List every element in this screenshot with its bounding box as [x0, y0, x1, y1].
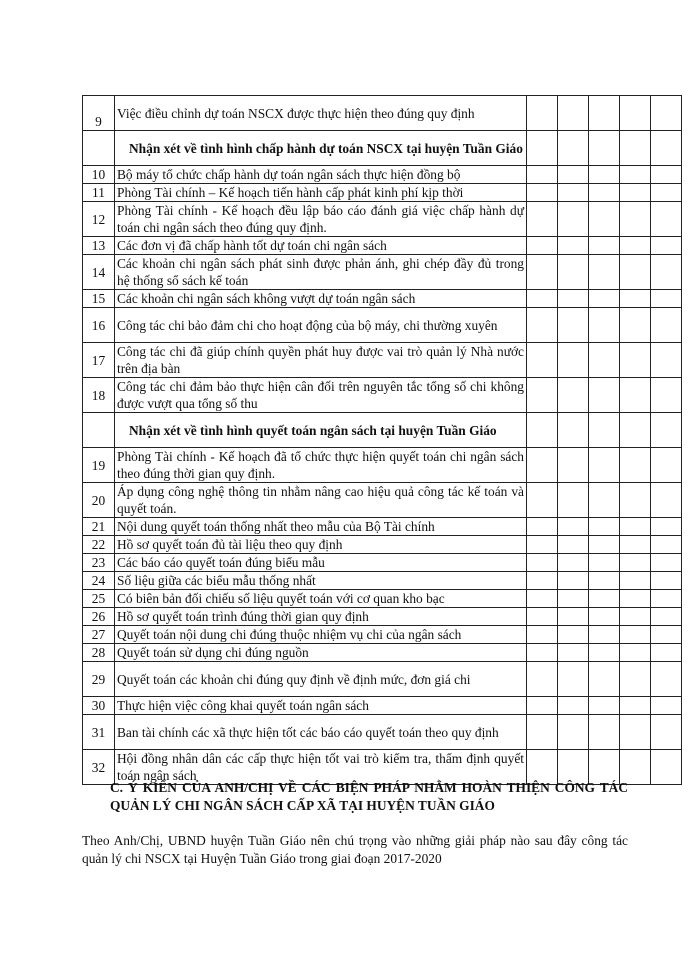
rating-cell-3[interactable]	[589, 590, 620, 608]
rating-cell-1[interactable]	[527, 308, 558, 343]
section-header-text: Nhận xét về tình hình chấp hành dự toán NSCX tại huyện Tuần Giáo	[115, 131, 527, 166]
criterion-text: Công tác chi bảo đảm chi cho hoạt động của bộ máy, chi thường xuyên	[115, 308, 527, 343]
criterion-text: Ban tài chính các xã thực hiện tốt các báo cáo quyết toán theo quy định	[115, 715, 527, 750]
rating-cell-1[interactable]	[527, 554, 558, 572]
rating-cell-4[interactable]	[620, 572, 651, 590]
criterion-text: Phòng Tài chính – Kế hoạch tiến hành cấp phát kinh phí kịp thời	[115, 184, 527, 202]
table-row	[83, 536, 682, 554]
rating-cell-5[interactable]	[651, 572, 682, 590]
rating-cell-5[interactable]	[651, 413, 682, 448]
rating-cell-5[interactable]	[651, 644, 682, 662]
table-row	[83, 554, 682, 572]
rating-cell-5[interactable]	[651, 626, 682, 644]
rating-cell-5[interactable]	[651, 715, 682, 750]
row-number: 20	[83, 483, 115, 518]
rating-cell-5[interactable]	[651, 343, 682, 378]
rating-cell-1[interactable]	[527, 166, 558, 184]
rating-cell-1[interactable]	[527, 255, 558, 290]
criterion-text: Công tác chi đảm bảo thực hiện cân đối trên nguyên tắc tổng số chi không được vượt qua tổng số thu	[115, 378, 527, 413]
row-number: 26	[83, 608, 115, 626]
rating-cell-1[interactable]	[527, 343, 558, 378]
rating-cell-4[interactable]	[620, 202, 651, 237]
table-row	[83, 572, 682, 590]
table-row	[83, 590, 682, 608]
row-number: 27	[83, 626, 115, 644]
row-number: 13	[83, 237, 115, 255]
rating-cell-4[interactable]	[620, 378, 651, 413]
criterion-text: Nội dung quyết toán thống nhất theo mẫu của Bộ Tài chính	[115, 518, 527, 536]
criterion-text: Quyết toán các khoản chi đúng quy định về định mức, đơn giá chi	[115, 662, 527, 697]
rating-cell-4[interactable]	[620, 715, 651, 750]
rating-cell-3[interactable]	[589, 131, 620, 166]
rating-cell-4[interactable]	[620, 184, 651, 202]
rating-cell-2[interactable]	[558, 308, 589, 343]
criterion-text: Các khoản chi ngân sách không vượt dự toán ngân sách	[115, 290, 527, 308]
rating-cell-5[interactable]	[651, 536, 682, 554]
criterion-text: Áp dụng công nghệ thông tin nhằm nâng cao hiệu quả công tác kế toán và quyết toán.	[115, 483, 527, 518]
row-number	[83, 131, 115, 166]
rating-cell-4[interactable]	[620, 413, 651, 448]
rating-cell-2[interactable]	[558, 483, 589, 518]
rating-cell-1[interactable]	[527, 184, 558, 202]
table-row	[83, 697, 682, 715]
rating-cell-5[interactable]	[651, 308, 682, 343]
rating-cell-4[interactable]	[620, 644, 651, 662]
row-number: 19	[83, 448, 115, 483]
rating-cell-1[interactable]	[527, 536, 558, 554]
row-number: 10	[83, 166, 115, 184]
rating-cell-5[interactable]	[651, 378, 682, 413]
rating-cell-4[interactable]	[620, 483, 651, 518]
rating-cell-2[interactable]	[558, 626, 589, 644]
rating-cell-4[interactable]	[620, 96, 651, 131]
rating-cell-1[interactable]	[527, 662, 558, 697]
table-row	[83, 608, 682, 626]
criterion-text: Việc điều chỉnh dự toán NSCX được thực hiện theo đúng quy định	[115, 96, 527, 131]
rating-cell-5[interactable]	[651, 237, 682, 255]
criterion-text: Hội đồng nhân dân các cấp thực hiện tốt vai trò kiểm tra, thẩm định quyết toán ngân sách	[115, 750, 527, 785]
rating-cell-3[interactable]	[589, 378, 620, 413]
row-number: 11	[83, 184, 115, 202]
table-row	[83, 255, 682, 290]
rating-cell-2[interactable]	[558, 413, 589, 448]
rating-cell-2[interactable]	[558, 131, 589, 166]
rating-cell-2[interactable]	[558, 202, 589, 237]
rating-cell-1[interactable]	[527, 131, 558, 166]
section-header-row	[83, 131, 682, 166]
rating-cell-3[interactable]	[589, 536, 620, 554]
rating-cell-4[interactable]	[620, 536, 651, 554]
rating-cell-1[interactable]	[527, 237, 558, 255]
rating-cell-1[interactable]	[527, 626, 558, 644]
criterion-text: Công tác chi đã giúp chính quyền phát huy được vai trò quản lý Nhà nước trên địa bàn	[115, 343, 527, 378]
rating-cell-4[interactable]	[620, 697, 651, 715]
rating-cell-2[interactable]	[558, 237, 589, 255]
criterion-text: Thực hiện việc công khai quyết toán ngân sách	[115, 697, 527, 715]
rating-cell-3[interactable]	[589, 662, 620, 697]
rating-cell-3[interactable]	[589, 448, 620, 483]
rating-cell-3[interactable]	[589, 626, 620, 644]
rating-cell-2[interactable]	[558, 184, 589, 202]
rating-cell-1[interactable]	[527, 518, 558, 536]
table-row	[83, 662, 682, 697]
rating-cell-4[interactable]	[620, 662, 651, 697]
survey-table	[82, 95, 682, 785]
rating-cell-3[interactable]	[589, 483, 620, 518]
rating-cell-2[interactable]	[558, 343, 589, 378]
rating-cell-5[interactable]	[651, 697, 682, 715]
table-row	[83, 518, 682, 536]
rating-cell-2[interactable]	[558, 96, 589, 131]
rating-cell-1[interactable]	[527, 572, 558, 590]
section-header-row	[83, 413, 682, 448]
criterion-text: Số liệu giữa các biểu mẫu thống nhất	[115, 572, 527, 590]
criterion-text: Quyết toán sử dụng chi đúng nguồn	[115, 644, 527, 662]
row-number: 21	[83, 518, 115, 536]
rating-cell-1[interactable]	[527, 202, 558, 237]
table-row	[83, 448, 682, 483]
rating-cell-4[interactable]	[620, 554, 651, 572]
table-row	[83, 202, 682, 237]
rating-cell-2[interactable]	[558, 590, 589, 608]
rating-cell-3[interactable]	[589, 166, 620, 184]
rating-cell-2[interactable]	[558, 378, 589, 413]
criterion-text: Bộ máy tổ chức chấp hành dự toán ngân sách thực hiện đồng bộ	[115, 166, 527, 184]
table-row	[83, 290, 682, 308]
rating-cell-2[interactable]	[558, 255, 589, 290]
criterion-text: Có biên bản đối chiếu số liệu quyết toán với cơ quan kho bạc	[115, 590, 527, 608]
row-number: 31	[83, 715, 115, 750]
row-number: 28	[83, 644, 115, 662]
table-row	[83, 483, 682, 518]
rating-cell-2[interactable]	[558, 166, 589, 184]
row-number: 12	[83, 202, 115, 237]
rating-cell-4[interactable]	[620, 290, 651, 308]
rating-cell-2[interactable]	[558, 644, 589, 662]
rating-cell-4[interactable]	[620, 626, 651, 644]
criterion-text: Các đơn vị đã chấp hành tốt dự toán chi ngân sách	[115, 237, 527, 255]
rating-cell-2[interactable]	[558, 290, 589, 308]
rating-cell-1[interactable]	[527, 448, 558, 483]
rating-cell-4[interactable]	[620, 518, 651, 536]
row-number: 14	[83, 255, 115, 290]
rating-cell-5[interactable]	[651, 166, 682, 184]
rating-cell-1[interactable]	[527, 378, 558, 413]
rating-cell-5[interactable]	[651, 662, 682, 697]
rating-cell-4[interactable]	[620, 343, 651, 378]
question-paragraph: Theo Anh/Chị, UBND huyện Tuần Giáo nên chú trọng vào những giải pháp nào sau đây công tác quản lý chi NSCX tại Huyện Tuần Giáo trong giai đoạn 2017-2020	[82, 833, 628, 866]
table-row	[83, 343, 682, 378]
rating-cell-4[interactable]	[620, 166, 651, 184]
survey-table-body	[83, 96, 682, 785]
row-number	[83, 413, 115, 448]
rating-cell-1[interactable]	[527, 413, 558, 448]
rating-cell-4[interactable]	[620, 448, 651, 483]
rating-cell-2[interactable]	[558, 608, 589, 626]
row-number: 16	[83, 308, 115, 343]
rating-cell-2[interactable]	[558, 554, 589, 572]
rating-cell-1[interactable]	[527, 483, 558, 518]
table-row	[83, 96, 682, 131]
rating-cell-2[interactable]	[558, 536, 589, 554]
rating-cell-2[interactable]	[558, 662, 589, 697]
table-row	[83, 237, 682, 255]
rating-cell-3[interactable]	[589, 715, 620, 750]
row-number: 30	[83, 697, 115, 715]
rating-cell-5[interactable]	[651, 202, 682, 237]
row-number: 25	[83, 590, 115, 608]
criterion-text: Quyết toán nội dung chi đúng thuộc nhiệm vụ chi của ngân sách	[115, 626, 527, 644]
row-number: 32	[83, 750, 115, 785]
rating-cell-5[interactable]	[651, 184, 682, 202]
rating-cell-4[interactable]	[620, 255, 651, 290]
rating-cell-3[interactable]	[589, 343, 620, 378]
row-number: 17	[83, 343, 115, 378]
rating-cell-5[interactable]	[651, 518, 682, 536]
criterion-text: Các khoản chi ngân sách phát sinh được phản ánh, ghi chép đầy đủ trong hệ thống sổ sách kế toán	[115, 255, 527, 290]
table-row	[83, 184, 682, 202]
rating-cell-3[interactable]	[589, 554, 620, 572]
rating-cell-5[interactable]	[651, 448, 682, 483]
row-number: 9	[83, 96, 115, 131]
table-row	[83, 378, 682, 413]
criterion-text: Hồ sơ quyết toán trình đúng thời gian quy định	[115, 608, 527, 626]
rating-cell-1[interactable]	[527, 96, 558, 131]
rating-cell-5[interactable]	[651, 131, 682, 166]
rating-cell-3[interactable]	[589, 697, 620, 715]
rating-cell-2[interactable]	[558, 518, 589, 536]
rating-cell-3[interactable]	[589, 202, 620, 237]
rating-cell-2[interactable]	[558, 697, 589, 715]
rating-cell-3[interactable]	[589, 308, 620, 343]
rating-cell-2[interactable]	[558, 448, 589, 483]
section-c-title: C. Ý KIẾN CỦA ANH/CHỊ VỀ CÁC BIỆN PHÁP NHẰM HOÀN THIỆN CÔNG TÁC QUẢN LÝ CHI NGÂN SÁCH CẤP XÃ TẠI HUYỆN TUẦN GIÁO	[110, 780, 628, 813]
rating-cell-3[interactable]	[589, 96, 620, 131]
rating-cell-3[interactable]	[589, 518, 620, 536]
rating-cell-3[interactable]	[589, 255, 620, 290]
rating-cell-5[interactable]	[651, 590, 682, 608]
rating-cell-3[interactable]	[589, 572, 620, 590]
table-row	[83, 308, 682, 343]
rating-cell-4[interactable]	[620, 590, 651, 608]
rating-cell-5[interactable]	[651, 554, 682, 572]
rating-cell-5[interactable]	[651, 96, 682, 131]
table-row	[83, 626, 682, 644]
criterion-text: Phòng Tài chính - Kế hoạch đã tổ chức thực hiện quyết toán chi ngân sách theo đúng thời gian quy định.	[115, 448, 527, 483]
rating-cell-5[interactable]	[651, 255, 682, 290]
rating-cell-3[interactable]	[589, 237, 620, 255]
rating-cell-1[interactable]	[527, 590, 558, 608]
rating-cell-3[interactable]	[589, 184, 620, 202]
rating-cell-3[interactable]	[589, 413, 620, 448]
rating-cell-5[interactable]	[651, 290, 682, 308]
rating-cell-1[interactable]	[527, 644, 558, 662]
criterion-text: Phòng Tài chính - Kế hoạch đều lập báo cáo đánh giá việc chấp hành dự toán chi ngân sách theo đúng quy định.	[115, 202, 527, 237]
rating-cell-5[interactable]	[651, 608, 682, 626]
table-row	[83, 715, 682, 750]
rating-cell-2[interactable]	[558, 715, 589, 750]
section-header-text: Nhận xét về tình hình quyết toán ngân sách tại huyện Tuần Giáo	[115, 413, 527, 448]
rating-cell-3[interactable]	[589, 290, 620, 308]
rating-cell-1[interactable]	[527, 697, 558, 715]
rating-cell-1[interactable]	[527, 608, 558, 626]
criterion-text: Các báo cáo quyết toán đúng biểu mẫu	[115, 554, 527, 572]
rating-cell-5[interactable]	[651, 483, 682, 518]
criterion-text: Hồ sơ quyết toán đủ tài liệu theo quy định	[115, 536, 527, 554]
table-row	[83, 166, 682, 184]
row-number: 23	[83, 554, 115, 572]
rating-cell-1[interactable]	[527, 290, 558, 308]
row-number: 15	[83, 290, 115, 308]
rating-cell-4[interactable]	[620, 308, 651, 343]
row-number: 24	[83, 572, 115, 590]
rating-cell-4[interactable]	[620, 237, 651, 255]
rating-cell-4[interactable]	[620, 608, 651, 626]
table-row	[83, 644, 682, 662]
row-number: 29	[83, 662, 115, 697]
rating-cell-3[interactable]	[589, 644, 620, 662]
row-number: 18	[83, 378, 115, 413]
rating-cell-4[interactable]	[620, 131, 651, 166]
rating-cell-5[interactable]	[651, 750, 682, 785]
rating-cell-3[interactable]	[589, 608, 620, 626]
rating-cell-2[interactable]	[558, 572, 589, 590]
rating-cell-1[interactable]	[527, 715, 558, 750]
row-number: 22	[83, 536, 115, 554]
